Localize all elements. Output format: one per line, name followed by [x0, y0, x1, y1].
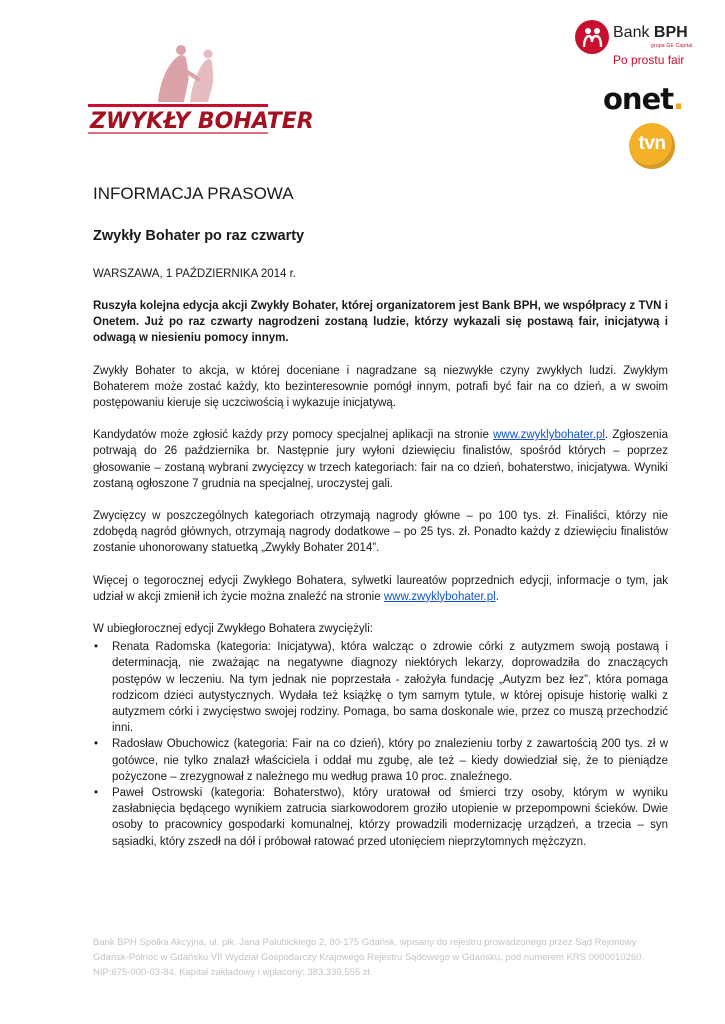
bank-name-prefix: Bank [613, 24, 650, 41]
bank-name [613, 24, 688, 42]
zwykly-bohater-logo-graphic [88, 40, 314, 155]
zwykly-bohater-logo [88, 40, 314, 155]
bank-bph-logo [573, 18, 703, 68]
press-release-body [93, 184, 668, 850]
list-item [93, 785, 668, 850]
press-title: INFORMACJA PRASOWA [93, 184, 294, 203]
onet-text: onet [603, 82, 674, 116]
paragraph-2-text-a: Kandydatów może zgłosić każdy przy pomocy specjalnej aplikacji na stronie [93, 429, 494, 442]
winner-text: Renata Radomska (kategoria: Inicjatywa), która walcząc o zdrowie córki z autyzmem swoją postawą i determinacją, nie zważając na negatywne diagnozy niektórych lekarzy, doprowadziła do znaczących postępów w leczeniu. Na tym jednak nie poprzestała - założyła fundację „Autyzm bez łez”, która pomaga rodzicom dzieci autystycznych. Wydała też książkę o tym samym tytule, w której opisuje historię walki z autyzmem córki i zwycięstwo swojej rodziny. Pomaga, bo sama doskonale wie, przez co muszą przechodzić inni. [112, 641, 668, 735]
paragraph-4-text-a: Więcej o tegorocznej edycji Zwykłego Bohatera, sylwetki laureatów poprzednich edycji, informacje o tym, jak udział w akcji zmienił ich życie można znaleźć na stronie [93, 574, 668, 603]
paragraph-4 [93, 573, 668, 605]
paragraph-3: Zwycięzcy w poszczególnych kategoriach otrzymają nagrody główne – po 100 tys. zł. Finaliści, którzy nie zdobędą nagród głównych, otrzymają nagrody dodatkowe – po 25 tys. zł. Ponadto każdy z dziewięciu finalistów zostanie uhonorowany statuetką „Zwykły Bohater 2014”. [93, 510, 668, 555]
lead-paragraph: Ruszyła kolejna edycja akcji Zwykły Bohater, której organizatorem jest Bank BPH, we współpracy z TVN i Onetem. Już po raz czwarty nagrodzeni zostaną ludzie, którzy wykazali się postawą fair, inicjatywą i odwagą w niesieniu pomocy innym. [93, 300, 668, 345]
bank-bph-emblem-icon [575, 20, 609, 54]
partner-logos [573, 18, 703, 178]
list-item [93, 639, 668, 736]
tvn-logo [629, 123, 675, 169]
list-item [93, 736, 668, 785]
paragraph-1: Zwykły Bohater to akcja, w której doceniane i nagradzane są niezwykłe czyny zwykłych ludzi. Zwykłym Bohaterem może zostać każdy, kto bezinteresownie pomógł innym, potrafi być fair na co dzień, a w swoim postępowaniu kieruje się uczciwością i wykazuje inicjatywą. [93, 364, 668, 410]
onet-dot: . [673, 82, 684, 116]
winner-text: Radosław Obuchowicz (kategoria: Fair na co dzień), który po znalezieniu torby z zawartością 200 tys. zł w gotówce, nie tylko znalazł właściciela i oddał mu zgubę, ale też – kiedy dowiedział się, że to pieniądze pożyczone – zrezygnował z należnego mu według prawa 10 proc. znaleźnego. [112, 738, 668, 783]
website-link[interactable]: www.zwyklybohater.pl [383, 590, 496, 603]
bullet-icon: • [94, 738, 99, 751]
onet-logo [603, 82, 683, 116]
winner-text: Paweł Ostrowski (kategoria: Bohaterstwo), który uratował od śmierci trzy osoby, którym w wyniku zasłabnięcia będącego wynikiem zatrucia siarkowodorem groziło utopienie w przepompowni ścieków. Dwie osoby to pracownicy gospodarki komunalnej, którzy prowadzili modernizację urządzeń, a trzecia – syn sąsiadki, który zszedł na dół i próbował ratować przed utonięciem nieprzytomnych mężczyzn. [112, 787, 668, 848]
paragraph-2-text-b: . Zgłoszenia potrwają do 26 października br. Następnie jury wyłoni dziewięciu finalistów, spośród których – poprzez głosowanie – zostaną wybrani zwycięzcy w trzech kategoriach: fair na co dzień, bohaterstwo, inicjatywa. Wyniki zostaną ogłoszone 7 grudnia na specjalnej, uroczystej gali. [93, 429, 668, 490]
subtitle: Zwykły Bohater po raz czwarty [93, 228, 305, 244]
main-logo-text: ZWYKŁY BOHATER [90, 109, 314, 134]
legal-footer: Bank BPH Spółka Akcyjna, ul. płk. Jana Pałubickiego 2, 80-175 Gdańsk, wpisany do rejestru prowadzonego przez Sąd Rejonowy Gdańsk-Północ w Gdańsku VII Wydział Gospodarczy Krajowego Rejestru Sądowego w Gdańsku, pod numerem KRS 0000010260. NIP:675-000-03-84. Kapitał zakładowy i wpłacony: 383.339.555 zł. [93, 937, 645, 978]
bullet-icon: • [94, 641, 99, 654]
winners-list [93, 639, 668, 850]
bank-tagline: Po prostu fair [613, 53, 685, 67]
paragraph-4-text-b: . [495, 590, 499, 603]
bank-group: grupa GE Capital [651, 43, 693, 49]
bullet-icon: • [94, 787, 99, 800]
paragraph-2 [93, 427, 668, 492]
bank-name-bold: BPH [653, 24, 688, 41]
dateline: WARSZAWA, 1 PAŹDZIERNIKA 2014 r. [93, 268, 297, 280]
website-link[interactable]: www.zwyklybohater.pl [493, 429, 605, 442]
tvn-text: tvn [638, 133, 666, 154]
winners-intro: W ubiegłorocznej edycji Zwykłego Bohatera zwyciężyli: [93, 623, 373, 636]
